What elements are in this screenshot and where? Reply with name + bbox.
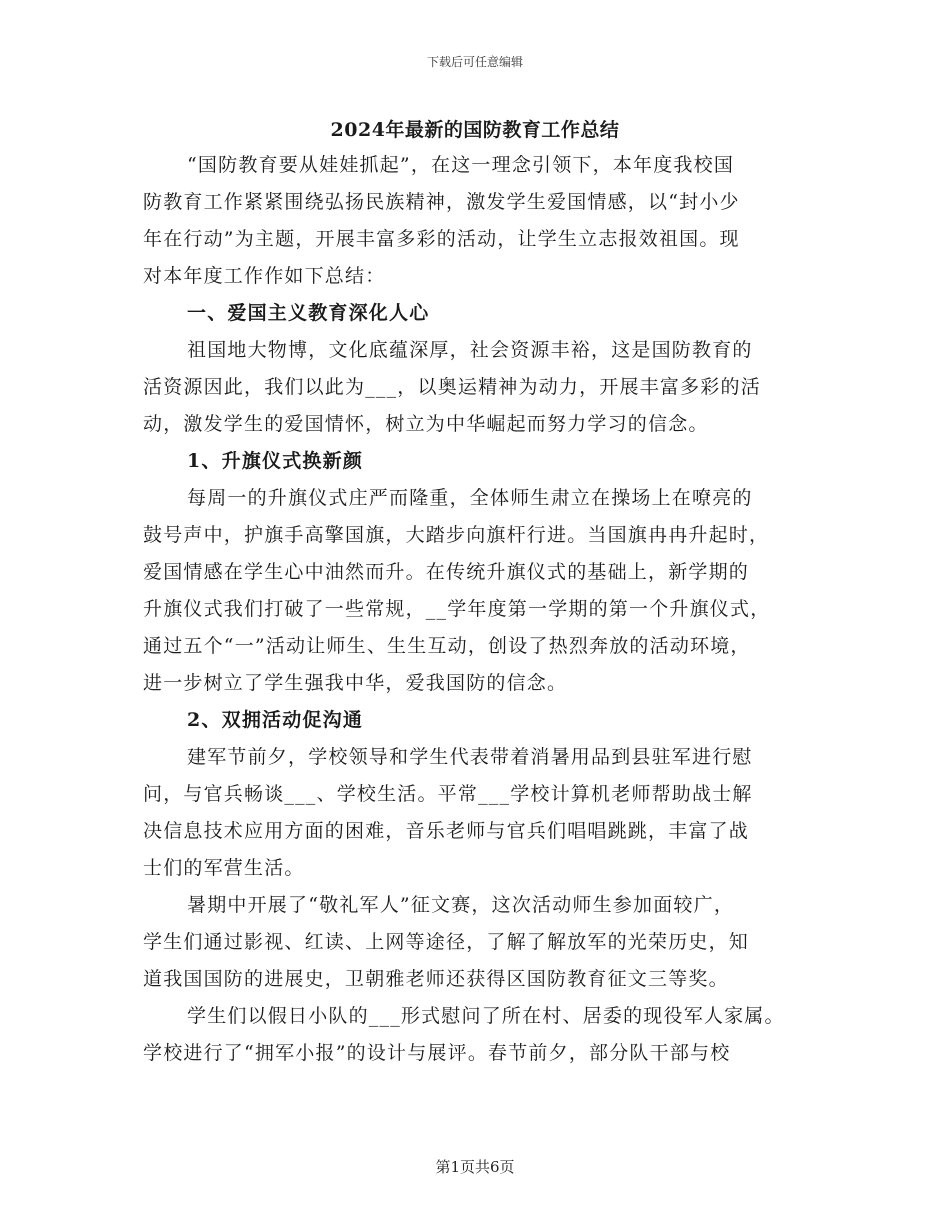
page-number: 第1页共6页 — [435, 1158, 515, 1176]
paragraph-line: 建军节前夕，学校领导和学生代表带着消暑用品到县驻军进行慰 — [187, 746, 753, 768]
paragraph-line: 通过五个“一”活动让师生、生生互动，创设了热烈奔放的活动环境， — [143, 635, 751, 657]
paragraph-line: 升旗仪式我们打破了一些常规，__学年度第一学期的第一个升旗仪式， — [143, 598, 771, 620]
paragraph-line: 进一步树立了学生强我中华，爱我国防的信念。 — [143, 672, 568, 694]
paragraph-line: 年在行动”为主题，开展丰富多彩的活动，让学生立志报效祖国。现 — [143, 228, 740, 250]
paragraph-line: 士们的军营生活。 — [143, 857, 305, 879]
paragraph-line: 爱国情感在学生心中油然而升。在传统升旗仪式的基础上，新学期的 — [143, 561, 750, 583]
subsection-heading: 1、升旗仪式换新颜 — [187, 450, 364, 472]
paragraph-line: 每周一的升旗仪式庄严而隆重，全体师生肃立在操场上在嘹亮的 — [187, 487, 753, 509]
paragraph-line: 问，与官兵畅谈___、学校生活。平常___学校计算机老师帮助战士解 — [143, 783, 753, 805]
paragraph-line: 暑期中开展了“敬礼军人”征文赛，这次活动师生参加面较广， — [187, 894, 735, 916]
paragraph-line: 学生们以假日小队的___形式慰问了所在村、居委的现役军人家属。 — [187, 1005, 785, 1027]
paragraph-line: 道我国国防的进展史，卫朝雅老师还获得区国防教育征文三等奖。 — [143, 968, 729, 990]
paragraph-line: “国防教育要从娃娃抓起”，在这一理念引领下，本年度我校国 — [187, 154, 735, 176]
paragraph-line: 祖国地大物博，文化底蕴深厚，社会资源丰裕，这是国防教育的 — [187, 339, 753, 361]
subsection-heading: 2、双拥活动促沟通 — [187, 709, 364, 731]
paragraph-line: 学校进行了“拥军小报”的设计与展评。春节前夕，部分队干部与校 — [143, 1042, 731, 1064]
paragraph-line: 动，激发学生的爱国情怀，树立为中华崛起而努力学习的信念。 — [143, 413, 709, 435]
paragraph-line: 活资源因此，我们以此为___，以奥运精神为动力，开展丰富多彩的活 — [143, 376, 761, 398]
paragraph-line: 学生们通过影视、红读、上网等途径，了解了解放军的光荣历史，知 — [143, 931, 750, 953]
section-heading: 一、爱国主义教育深化人心 — [187, 302, 430, 324]
paragraph-line: 对本年度工作作如下总结： — [143, 265, 386, 287]
paragraph-line: 决信息技术应用方面的困难，音乐老师与官兵们唱唱跳跳，丰富了战 — [143, 820, 750, 842]
paragraph-line: 防教育工作紧紧围绕弘扬民族精神，激发学生爱国情感，以“封小少 — [143, 191, 740, 213]
document-title: 2024年最新的国防教育工作总结 — [330, 119, 620, 141]
paragraph-line: 鼓号声中，护旗手高擎国旗，大踏步向旗杆行进。当国旗冉冉升起时， — [143, 524, 770, 546]
header-note: 下载后可任意编辑 — [426, 55, 523, 69]
